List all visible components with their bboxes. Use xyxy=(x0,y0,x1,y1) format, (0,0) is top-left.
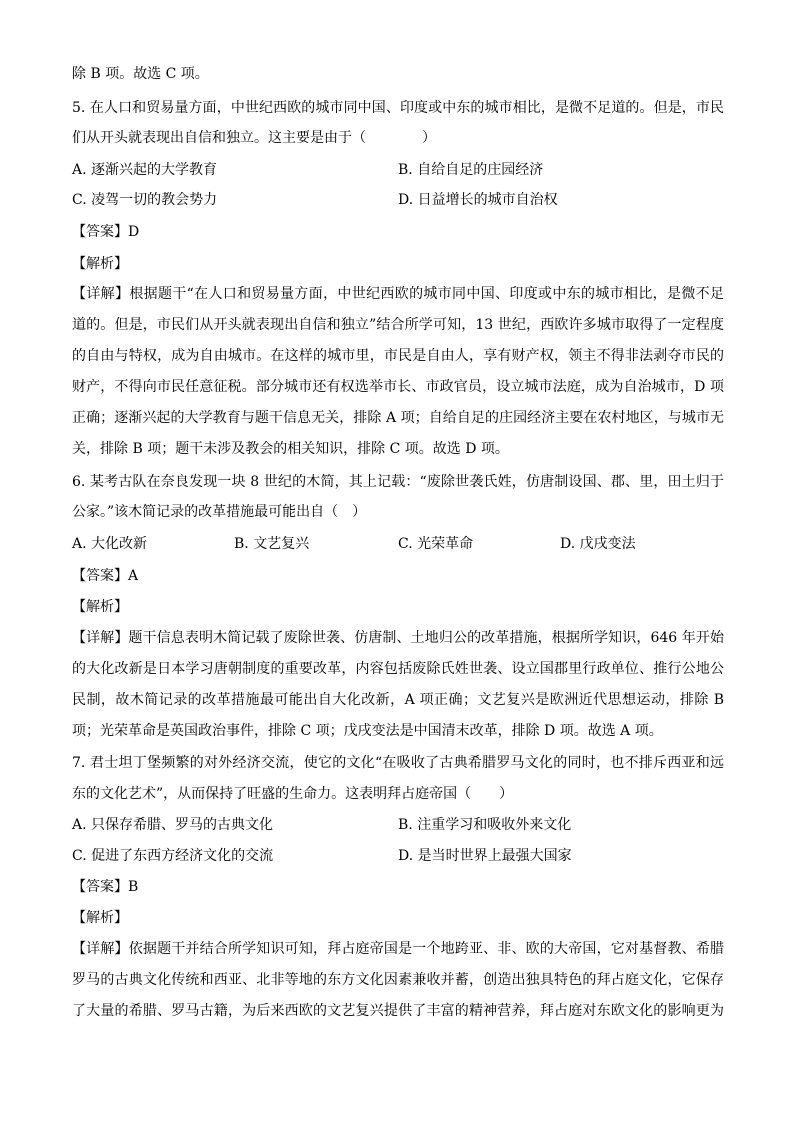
question-6-option-b: B. 文艺复兴 xyxy=(234,536,310,552)
question-5-explanation-line: 的自由与特权，成为自由城市。在这样的城市里，市民是自由人，享有财产权，领主不得非法剥夺市民的 xyxy=(72,348,724,364)
question-5-answer: 【答案】D xyxy=(72,224,140,240)
question-5-explanation-line: 道的。但是，市民们从开头就表现出自信和独立”结合所学可知，13 世纪，西欧许多城市取得了一定程度 xyxy=(72,317,724,333)
question-6-explanation-line: 民制，故木简记录的改革措施最可能出自大化改新，A 项正确；文艺复兴是欧洲近代思想运动，排除 B xyxy=(72,692,724,708)
question-6-stem-continued: 公家。”该木简记录的改革措施最可能出自（ ） xyxy=(72,504,367,520)
question-7-option-c: C. 促进了东西方经济文化的交流 xyxy=(72,848,274,864)
question-5-explanation-line: 关，排除 B 项；题干未涉及教会的相关知识，排除 C 项。故选 D 项。 xyxy=(72,441,509,457)
question-5-option-b: B. 自给自足的庄园经济 xyxy=(398,162,544,178)
question-6-option-d: D. 戊戌变法 xyxy=(560,536,636,552)
question-7-answer: 【答案】B xyxy=(72,879,139,895)
question-5-analysis-heading: 【解析】 xyxy=(72,256,128,272)
question-5-stem: 5. 在人口和贸易量方面，中世纪西欧的城市同中国、印度或中东的城市相比，是微不足道的。但是，市民 xyxy=(72,100,724,116)
question-7-stem-continued: 东的文化艺术”，从而保持了旺盛的生命力。这表明拜占庭帝国（ ） xyxy=(72,786,514,802)
question-5-option-d: D. 日益增长的城市自治权 xyxy=(398,192,558,208)
question-5-explanation-line: 正确；逐渐兴起的大学教育与题干信息无关，排除 A 项；自给自足的庄园经济主要在农村地区，与城市无 xyxy=(72,410,724,426)
question-6-option-a: A. 大化改新 xyxy=(72,536,148,552)
question-7-option-b: B. 注重学习和吸收外来文化 xyxy=(398,817,572,833)
question-6-analysis-heading: 【解析】 xyxy=(72,599,128,615)
question-7-analysis-heading: 【解析】 xyxy=(72,910,128,926)
question-7-explanation-line: 了大量的希腊、罗马古籍，为后来西欧的文艺复兴提供了丰富的精神营养，拜占庭对东欧文化的影响更为 xyxy=(72,1003,724,1019)
question-5-explanation-line: 【详解】根据题干“在人口和贸易量方面，中世纪西欧的城市同中国、印度或中东的城市相比，是微不足 xyxy=(72,286,724,302)
question-7-option-a: A. 只保存希腊、罗马的古典文化 xyxy=(72,817,274,833)
question-6-answer: 【答案】A xyxy=(72,568,139,584)
question-7-explanation-line: 【详解】依据题干并结合所学知识可知，拜占庭帝国是一个地跨亚、非、欧的大帝国，它对基督教、希腊 xyxy=(72,941,724,957)
question-5-option-c: C. 凌驾一切的教会势力 xyxy=(72,192,218,208)
question-7-explanation-line: 罗马的古典文化传统和西亚、北非等地的东方文化因素兼收并蓄，创造出独具特色的拜占庭文化，它保存 xyxy=(72,972,724,988)
question-5-explanation-line: 财产，不得向市民任意征税。部分城市还有权选举市长、市政官员，设立城市法庭，成为自治城市，D 项 xyxy=(72,379,724,395)
question-5-option-a: A. 逐渐兴起的大学教育 xyxy=(72,162,218,178)
question-7-stem: 7. 君士坦丁堡频繁的对外经济交流，使它的文化“在吸收了古典希腊罗马文化的同时，也不排斥西亚和远 xyxy=(72,755,724,771)
question-7-option-d: D. 是当时世界上最强大国家 xyxy=(398,848,572,864)
question-6-explanation-line: 项；光荣革命是英国政治事件，排除 C 项；戊戌变法是中国清末改革，排除 D 项。故选 A 项。 xyxy=(72,723,663,739)
question-5-stem-continued: 们从开头就表现出自信和独立。这主要是由于（ ） xyxy=(72,130,436,146)
question-6-stem: 6. 某考古队在奈良发现一块 8 世纪的木简，其上记载：“废除世袭氏姓，仿唐制设国、郡、里，田土归于 xyxy=(72,474,724,490)
question-6-explanation-line: 的大化改新是日本学习唐朝制度的重要改革，内容包括废除氏姓世袭、设立国郡里行政单位、推行公地公 xyxy=(72,661,724,677)
text-line: 除 B 项。故选 C 项。 xyxy=(72,66,209,82)
question-6-option-c: C. 光荣革命 xyxy=(398,536,474,552)
question-6-explanation-line: 【详解】题干信息表明木简记载了废除世袭、仿唐制、土地归公的改革措施，根据所学知识，646 年开始 xyxy=(72,630,724,646)
